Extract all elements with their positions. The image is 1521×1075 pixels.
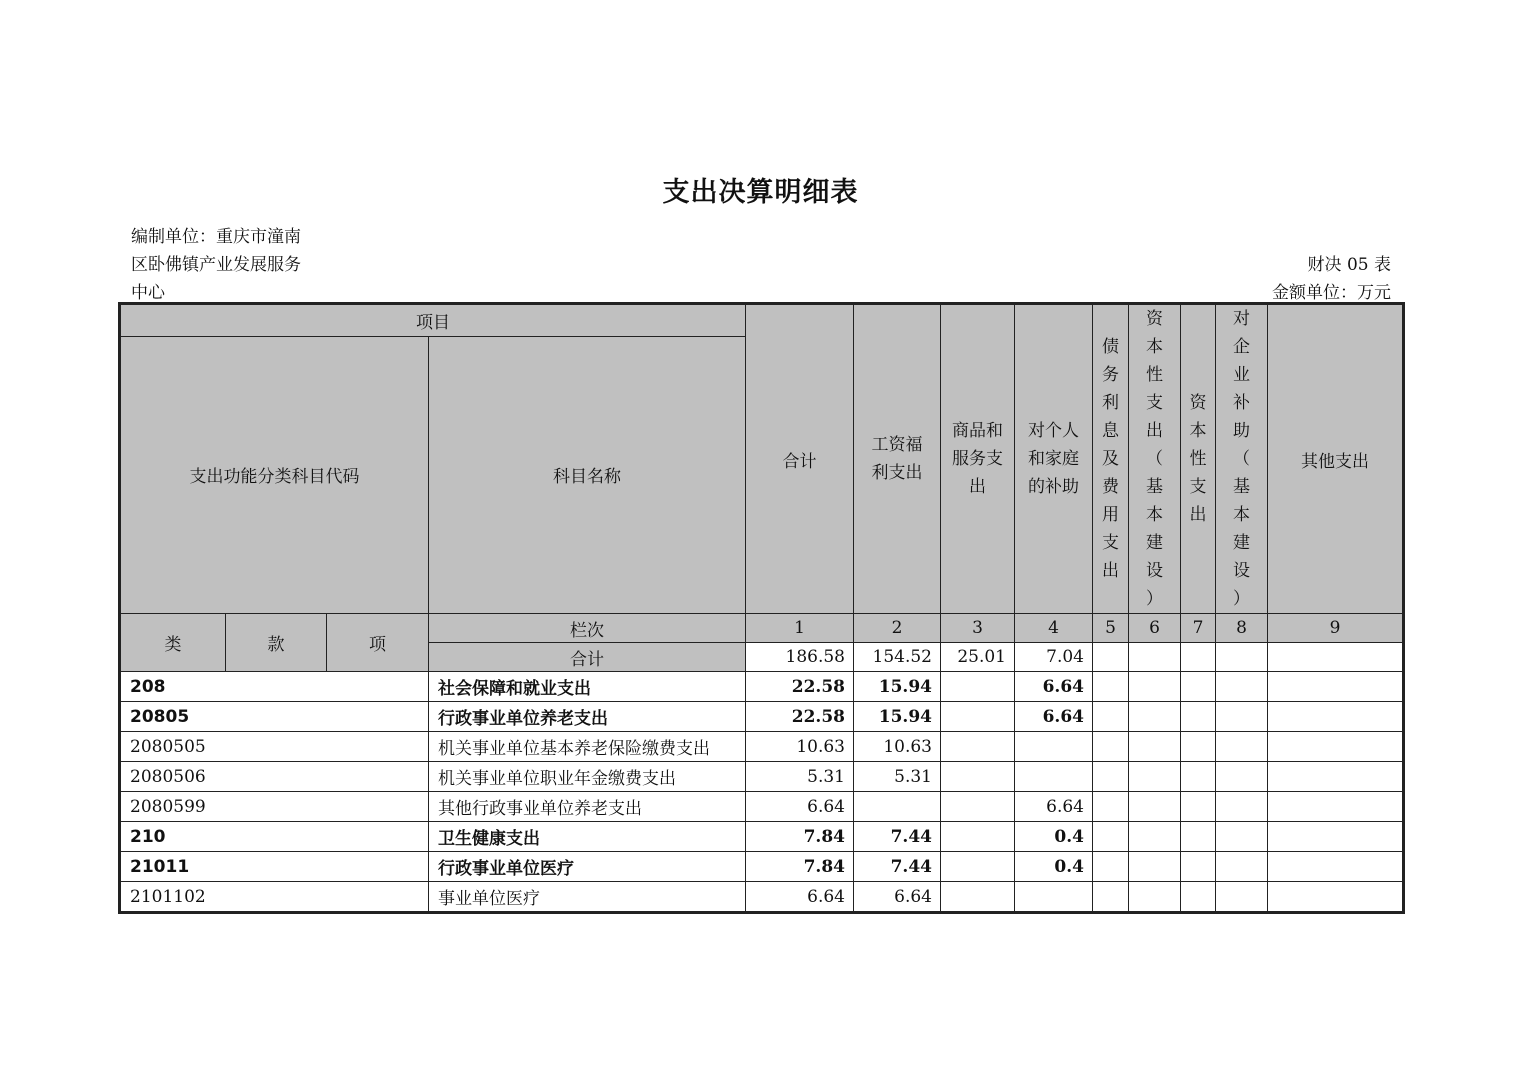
- row-value-cell: [1268, 732, 1403, 762]
- row-value-cell: [1216, 702, 1268, 732]
- header-col-total: 合计: [746, 305, 854, 614]
- row-code: 20805: [121, 702, 429, 732]
- header-col-capital: 资 本 性 支 出: [1181, 305, 1216, 614]
- header-col-capital-construction: 资 本 性 支 出 （ 基 本 建 设 ）: [1129, 305, 1181, 614]
- row-value-cell: [1129, 852, 1181, 882]
- compiling-unit-line-1: 编制单位：重庆市潼南: [131, 227, 301, 247]
- row-value-cell: [1181, 672, 1216, 702]
- row-value-cell: 7.44: [854, 852, 941, 882]
- row-subject-name: 行政事业单位医疗: [429, 852, 746, 882]
- row-value-cell: [941, 732, 1015, 762]
- total-cell: 7.04: [1015, 643, 1093, 672]
- row-value-cell: [1216, 672, 1268, 702]
- row-code: 2080599: [121, 792, 429, 822]
- form-number: 财决 05 表: [1307, 255, 1391, 275]
- table-row: [121, 672, 1403, 702]
- row-value-cell: [1268, 822, 1403, 852]
- row-value-cell: 10.63: [746, 732, 854, 762]
- header-func-code: 支出功能分类科目代码: [121, 336, 429, 613]
- header-col-other: 其他支出: [1268, 305, 1403, 614]
- row-value-cell: [1216, 732, 1268, 762]
- row-value-cell: [1268, 882, 1403, 912]
- row-code: 21011: [121, 852, 429, 882]
- row-value-cell: 6.64: [1015, 792, 1093, 822]
- row-value-cell: 7.84: [746, 822, 854, 852]
- row-code: 2101102: [121, 882, 429, 912]
- total-cell: [1216, 643, 1268, 672]
- row-value-cell: [1093, 882, 1129, 912]
- row-value-cell: [941, 702, 1015, 732]
- total-cell: [1268, 643, 1403, 672]
- row-value-cell: [941, 882, 1015, 912]
- row-subject-name: 其他行政事业单位养老支出: [429, 792, 746, 822]
- header-kuan: 款: [226, 614, 327, 672]
- row-value-cell: [1093, 672, 1129, 702]
- row-value-cell: 6.64: [746, 792, 854, 822]
- row-value-cell: 0.4: [1015, 852, 1093, 882]
- row-value-cell: [1216, 882, 1268, 912]
- row-value-cell: [1129, 732, 1181, 762]
- row-value-cell: [1268, 852, 1403, 882]
- row-value-cell: 22.58: [746, 672, 854, 702]
- row-value-cell: [1268, 792, 1403, 822]
- row-value-cell: [1093, 702, 1129, 732]
- row-value-cell: [1181, 852, 1216, 882]
- row-value-cell: 6.64: [1015, 672, 1093, 702]
- total-cell: 154.52: [854, 643, 941, 672]
- row-value-cell: [1015, 762, 1093, 792]
- row-value-cell: [941, 852, 1015, 882]
- header-project: 项目: [121, 305, 746, 337]
- row-value-cell: [1181, 882, 1216, 912]
- currency-unit: 金额单位：万元: [1272, 283, 1391, 303]
- compiling-unit-line-3: 中心: [131, 283, 165, 303]
- table-row: [121, 882, 1403, 912]
- col-number: 4: [1015, 614, 1093, 643]
- header-subject-name: 科目名称: [429, 336, 746, 613]
- row-subject-name: 卫生健康支出: [429, 822, 746, 852]
- row-value-cell: [941, 672, 1015, 702]
- row-subject-name: 社会保障和就业支出: [429, 672, 746, 702]
- header-col-enterprise-subsidy: 对 企 业 补 助 （ 基 本 建 设 ）: [1216, 305, 1268, 614]
- table-row: [121, 822, 1403, 852]
- row-value-cell: [1181, 792, 1216, 822]
- row-value-cell: 10.63: [854, 732, 941, 762]
- row-value-cell: [1129, 762, 1181, 792]
- table-row: [121, 792, 1403, 822]
- header-col-goods-services: 商品和 服务支 出: [941, 305, 1015, 614]
- row-code: 2080505: [121, 732, 429, 762]
- table-row: [121, 762, 1403, 792]
- row-value-cell: 5.31: [854, 762, 941, 792]
- header-xiang: 项: [327, 614, 429, 672]
- row-value-cell: [1015, 882, 1093, 912]
- row-value-cell: [1181, 732, 1216, 762]
- row-code: 208: [121, 672, 429, 702]
- total-cell: [1129, 643, 1181, 672]
- table-row: [121, 702, 1403, 732]
- row-subject-name: 机关事业单位基本养老保险缴费支出: [429, 732, 746, 762]
- row-value-cell: [1129, 702, 1181, 732]
- row-value-cell: [941, 792, 1015, 822]
- table-row: [121, 852, 1403, 882]
- header-col-household-subsidy: 对个人 和家庭 的补助: [1015, 305, 1093, 614]
- row-value-cell: 22.58: [746, 702, 854, 732]
- row-value-cell: [1093, 852, 1129, 882]
- totals-label: 合计: [429, 643, 746, 672]
- row-value-cell: 5.31: [746, 762, 854, 792]
- row-subject-name: 机关事业单位职业年金缴费支出: [429, 762, 746, 792]
- row-value-cell: [854, 792, 941, 822]
- col-number: 1: [746, 614, 854, 643]
- row-value-cell: [941, 762, 1015, 792]
- col-number: 5: [1093, 614, 1129, 643]
- row-value-cell: [1268, 702, 1403, 732]
- row-value-cell: [1216, 822, 1268, 852]
- col-number: 9: [1268, 614, 1403, 643]
- total-cell: [1093, 643, 1129, 672]
- row-value-cell: [1216, 762, 1268, 792]
- row-value-cell: [1181, 822, 1216, 852]
- col-number: 8: [1216, 614, 1268, 643]
- row-value-cell: [1093, 762, 1129, 792]
- row-value-cell: [1129, 672, 1181, 702]
- col-number: 6: [1129, 614, 1181, 643]
- row-value-cell: 0.4: [1015, 822, 1093, 852]
- row-value-cell: [1181, 702, 1216, 732]
- row-value-cell: 7.84: [746, 852, 854, 882]
- row-value-cell: [1216, 792, 1268, 822]
- row-value-cell: 15.94: [854, 702, 941, 732]
- row-value-cell: [1015, 732, 1093, 762]
- row-value-cell: 6.64: [854, 882, 941, 912]
- row-value-cell: [941, 822, 1015, 852]
- row-value-cell: [1268, 762, 1403, 792]
- header-col-wages: 工资福 利支出: [854, 305, 941, 614]
- row-value-cell: [1268, 672, 1403, 702]
- row-value-cell: 6.64: [746, 882, 854, 912]
- compiling-unit-line-2: 区卧佛镇产业发展服务: [131, 255, 301, 275]
- row-value-cell: [1093, 792, 1129, 822]
- col-number: 2: [854, 614, 941, 643]
- header-lanci: 栏次: [429, 614, 746, 643]
- row-value-cell: [1181, 762, 1216, 792]
- row-value-cell: 15.94: [854, 672, 941, 702]
- expenditure-table: [120, 304, 1403, 912]
- table-row: [121, 732, 1403, 762]
- header-col-debt-interest: 债 务 利 息 及 费 用 支 出: [1093, 305, 1129, 614]
- row-value-cell: [1093, 732, 1129, 762]
- row-value-cell: [1216, 852, 1268, 882]
- total-cell: [1181, 643, 1216, 672]
- row-code: 210: [121, 822, 429, 852]
- header-lei: 类: [121, 614, 226, 672]
- total-cell: 25.01: [941, 643, 1015, 672]
- row-subject-name: 行政事业单位养老支出: [429, 702, 746, 732]
- row-value-cell: [1129, 792, 1181, 822]
- row-code: 2080506: [121, 762, 429, 792]
- row-value-cell: [1129, 882, 1181, 912]
- row-value-cell: [1093, 822, 1129, 852]
- col-number: 3: [941, 614, 1015, 643]
- col-number: 7: [1181, 614, 1216, 643]
- row-value-cell: 6.64: [1015, 702, 1093, 732]
- total-cell: 186.58: [746, 643, 854, 672]
- row-subject-name: 事业单位医疗: [429, 882, 746, 912]
- page-title: 支出决算明细表: [662, 177, 859, 208]
- row-value-cell: 7.44: [854, 822, 941, 852]
- row-value-cell: [1129, 822, 1181, 852]
